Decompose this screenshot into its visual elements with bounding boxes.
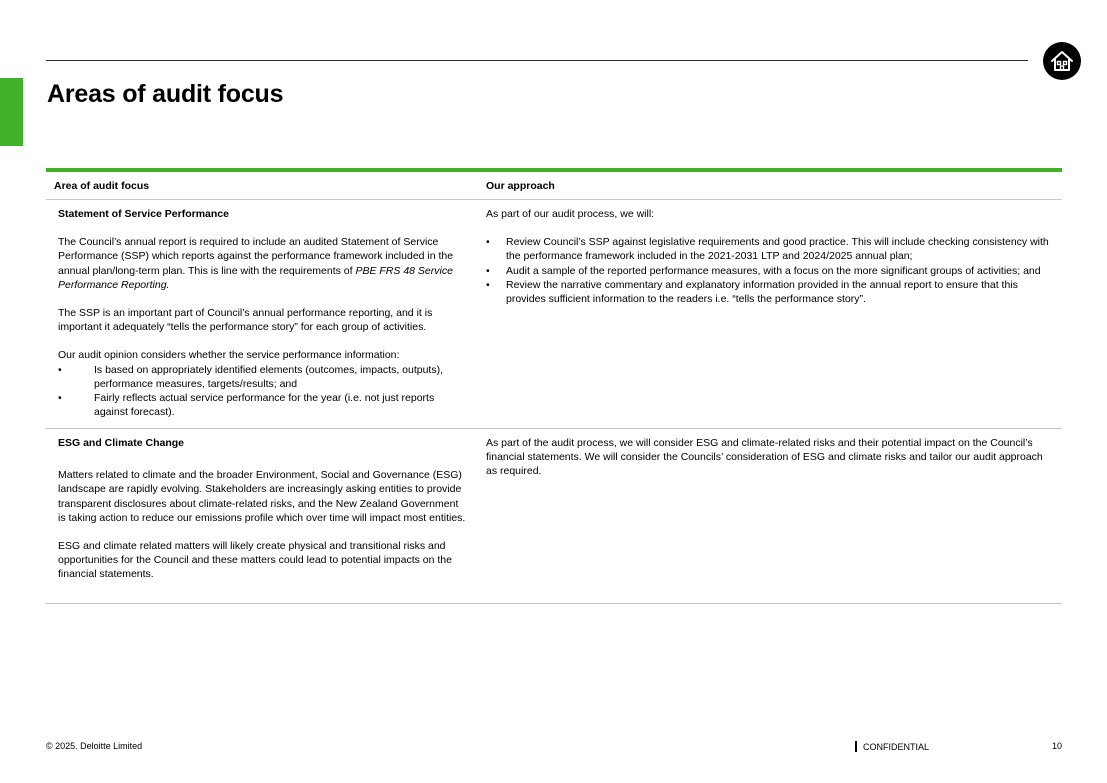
divider <box>855 741 857 752</box>
table-row <box>46 200 1062 429</box>
home-button[interactable] <box>1043 42 1081 80</box>
paragraph: Matters related to climate and the broader Environment, Social and Governance (ESG) landscape are rapidly evolving. Stakeholders are increasingly asking entities to provide transparent disclosures about climate-related risks, and the New Zealand Government is taking action to reduce our emissions profile which over time will impact most entities. <box>58 469 466 524</box>
area-cell <box>46 200 478 428</box>
page-title: Areas of audit focus <box>47 80 284 108</box>
list-item: • Review the narrative commentary and explanatory information provided in the annual report to ensure that this provides sufficient information to the readers i.e. “tells the performance story”. <box>486 278 1052 306</box>
table-row <box>46 429 1062 604</box>
accent-bar <box>0 78 23 146</box>
column-header-approach: Our approach <box>486 179 555 192</box>
list-item: • Review Council’s SSP against legislative requirements and good practice. This will include checking consistency with the performance framework included in the 2021-2031 LTP and 2024/2025 annual plan; <box>486 235 1052 263</box>
bullet-list <box>58 363 468 420</box>
copyright: © 2025. Deloitte Limited <box>46 741 143 751</box>
column-header-area: Area of audit focus <box>54 179 150 192</box>
home-icon <box>1050 50 1074 72</box>
table-header <box>46 172 1062 200</box>
bullet-list <box>486 235 1052 306</box>
approach-cell <box>478 200 1062 428</box>
paragraph: As part of the audit process, we will consider ESG and climate-related risks and their potential impact on the Council’s financial statements. We will consider the Councils’ consideration of ESG and climate risks and tailor our audit approach as required. <box>486 437 1043 478</box>
list-item: • Is based on appropriately identified elements (outcomes, impacts, outputs), performance measures, targets/results; and <box>58 363 468 391</box>
paragraph-text: The Council’s annual report is required to include an audited Statement of Service Performance (SSP) which reports against the performance framework included in the annual plan/long-term plan. This is line with the requirements of <box>58 236 454 277</box>
audit-focus-table <box>46 168 1062 604</box>
list-item: • Fairly reflects actual service performance for the year (i.e. not just reports against forecast). <box>58 391 468 419</box>
confidential-text: CONFIDENTIAL <box>863 741 930 752</box>
paragraph: ESG and climate related matters will likely create physical and transitional risks and opportunities for the Council and these matters could lead to potential impacts on the financial statements. <box>58 540 452 581</box>
paragraph: The SSP is an important part of Council’s annual performance reporting, and it is important it adequately “tells the performance story” for each group of activities. <box>58 307 433 334</box>
row-title: Statement of Service Performance <box>58 208 229 220</box>
standard-reference: PBE FRS 48 Service Performance Reporting. <box>58 264 453 291</box>
header-rule <box>46 60 1028 61</box>
paragraph: As part of our audit process, we will: <box>486 208 655 220</box>
row-title: ESG and Climate Change <box>58 437 185 449</box>
paragraph <box>58 235 468 292</box>
approach-cell <box>478 429 1062 603</box>
list-item: • Audit a sample of the reported performance measures, with a focus on the more significant groups of activities; and <box>486 264 1052 278</box>
confidential-label <box>855 741 929 752</box>
paragraph: Our audit opinion considers whether the service performance information: <box>58 349 400 362</box>
area-cell <box>46 429 478 603</box>
page-number: 10 <box>1052 741 1063 751</box>
